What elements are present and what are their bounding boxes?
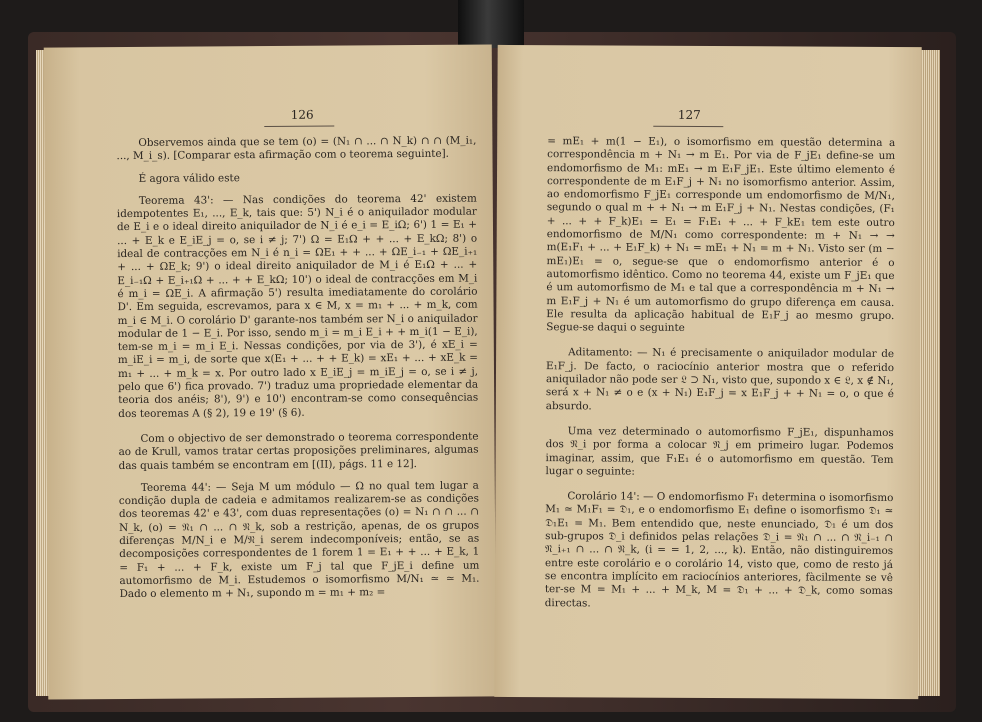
paragraph: Com o objectivo de ser demonstrado o teorema correspondente ao de Krull, vamos tratar certas proposições preliminares, algumas das quais também se encontram em [(II), págs. 11 e 12]. bbox=[118, 430, 479, 472]
theorem-paragraph: Teorema 44': — Seja M um módulo — Ω no qual tem lugar a condição dupla de cadeia e admitamos realizarem-se as condições dos teoremas 42' e 43', com duas representações (o) = N₁ ∩ ∩ ... ∩ N_k, (o) = 𝔑₁ ∩ ... ∩ 𝔑_k, sob a restrição, apenas, de os grupos diferenças M/N_i e M/𝔑_i serem indecomponíveis; então, se as decomposições correspondentes de 1 forem 1 = E₁ + + ... + E_k, 1 = F₁ + ... + F_k, existe um F_j tal que F_jE_i define um automorfismo de M_i. Estudemos o isomorfismo M/N₁ ≃ ≃ M₁. Dado o elemento m + N₁, supondo m = m₁ + m₂ = bbox=[118, 479, 480, 601]
corollary-paragraph: Corolário 14': — O endomorfismo F₁ determina o isomorfismo M₁ ≃ M₁F₁ = 𝔇₁, e o endomorfismo E₁ define o isomorfismo 𝔇₁ ≃ 𝔇₁E₁ = M₁. Bem entendido que, neste enunciado, 𝔇₁ é um dos sub-grupos 𝔇_i definidos pelas relações 𝔇_i = 𝔑₁ ∩ ... ∩ 𝔑_i₋₁ ∩ 𝔑_i₊₁ ∩ ... ∩ 𝔑_k, (i = = 1, 2, ..., k). Então, não distinguiremos entre este corolário e o corolário 14, visto que, como de resto já se encontra implícito em raciocínios anteriores, fàcilmente se vê ter-se M = M₁ + ... + M_k, M = 𝔇₁ + ... + 𝔇_k, como somas directas. bbox=[544, 490, 894, 609]
addendum-paragraph: Aditamento: — N₁ é precisamente o aniquilador modular de E₁F_j. De facto, o raciocínio anterior mostra que o referido aniquilador não pode ser 𝔏 ⊃ N₁, visto que, supondo x ∈ 𝔏, x ∉ N₁, será x + N₁ ≠ o e (x + N₁) E₁F_j = x E₁F_j + + N₁ = o, o que é absurdo. bbox=[545, 346, 895, 413]
header-rule bbox=[653, 126, 723, 127]
page-text bbox=[545, 135, 895, 612]
paragraph: Observemos ainda que se tem (o) = (N₁ ∩ ... ∩ N_k) ∩ ∩ (M_i₁, ..., M_i_s). [Comparar esta afirmação com o teorema seguinte]. bbox=[116, 134, 477, 163]
page-number: 126 bbox=[290, 107, 314, 122]
page-number: 127 bbox=[677, 107, 701, 122]
page-edges-right bbox=[918, 50, 940, 696]
left-page bbox=[44, 44, 497, 699]
right-page bbox=[494, 45, 921, 699]
paragraph: = mE₁ + m(1 − E₁), o isomorfismo em questão determina a correspondência m + N₁ → m E₁. Por via de F_jE₁ define-se um endomorfismo de M₁: mE₁ → m E₁F_jE₁. Este último elemento é correspondente de m E₁F_j + N₁ no isomorfismo anterior. Assim, ao endomorfismo F_jE₁ corresponde um endomorfismo de M/N₁, segundo o qual m + + N₁ → m E₁F_j + N₁. Nestas condições, (F₁ + ... + + F_k)E₁ = E₁ = F₁E₁ + ... + F_kE₁ tem este outro endomorfismo de M/N₁ como correspondente: m + N₁ → → m(E₁F₁ + ... + E₁F_k) + N₁ = mE₁ + N₁ = m + N₁. Visto ser (m − mE₁)E₁ = o, segue-se que o endomorfismo anterior é o automorfismo idêntico. Como no teorema 44, existe um F_jE₁ que é um automorfismo de M₁ e tal que a correspondência m + N₁ → m E₁F_j + N₁ é um automorfismo do grupo diferença em causa. Ele resulta da aplicação habitual de E₁F_j ao mesmo grupo. Segue-se daqui o seguinte bbox=[546, 135, 896, 335]
paragraph: Uma vez determinado o automorfismo F_jE₁, dispunhamos dos 𝔑_i por forma a colocar 𝔑_j em primeiro lugar. Podemos imaginar, assim, que F₁E₁ é o automorfismo em questão. Tem lugar o seguinte: bbox=[545, 425, 894, 478]
book-spine bbox=[458, 0, 524, 48]
page-text bbox=[116, 135, 479, 602]
theorem-paragraph: Teorema 43': — Nas condições do teorema 42' existem idempotentes E₁, ..., E_k, tais que: 5') N_i é o aniquilador modular de E_i e o ideal direito aniquilador de N_i é e_i = E_iΩ; 6') 1 = E₁ + ... + E_k e E_iE_j = o, se i ≠ j; 7') Ω = E₁Ω + + ... + E_kΩ; 8') o ideal de contracções em N_i é n_i = ΩE₁ + + ... + ΩE_i₋₁ + ΩE_i₊₁ + ... + ΩE_k; 9') o ideal direito aniquilador de M_i é E₁Ω + ... + E_i₋₁Ω + E_i₊₁Ω + ... + + E_kΩ; 10') o ideal de contracções em M_i é m_i = ΩE_i. A afirmação 5') resulta imediatamente do corolário D'. Em seguida, escrevamos, para x ∈ M, x = m₁ + ... + m_k, com m_i ∈ M_i. O corolário D' garante-nos também ser N_i o aniquilador modular de 1 − E_i. Por isso, sendo m_i = m_i E_i + + m_i(1 − E_i), tem-se m_i = m_i E_i. Nessas condições, por via de 3'), é xE_i = m_iE_i = m_i, de sorte que x(E₁ + ... + + E_k) = xE₁ + ... + xE_k = m₁ + ... + m_k = x. Por outro lado x E_iE_j = m_iE_j = o, se i ≠ j, pelo que 6') fica provado. 7') traduz uma propriedade elementar da teoria dos anéis; 8'), 9') e 10') encontram-se como consequências dos teoremas A (§ 2), 19 e 19' (§ 6). bbox=[116, 192, 479, 420]
paragraph: É agora válido este bbox=[138, 171, 240, 185]
header-rule bbox=[264, 126, 334, 127]
